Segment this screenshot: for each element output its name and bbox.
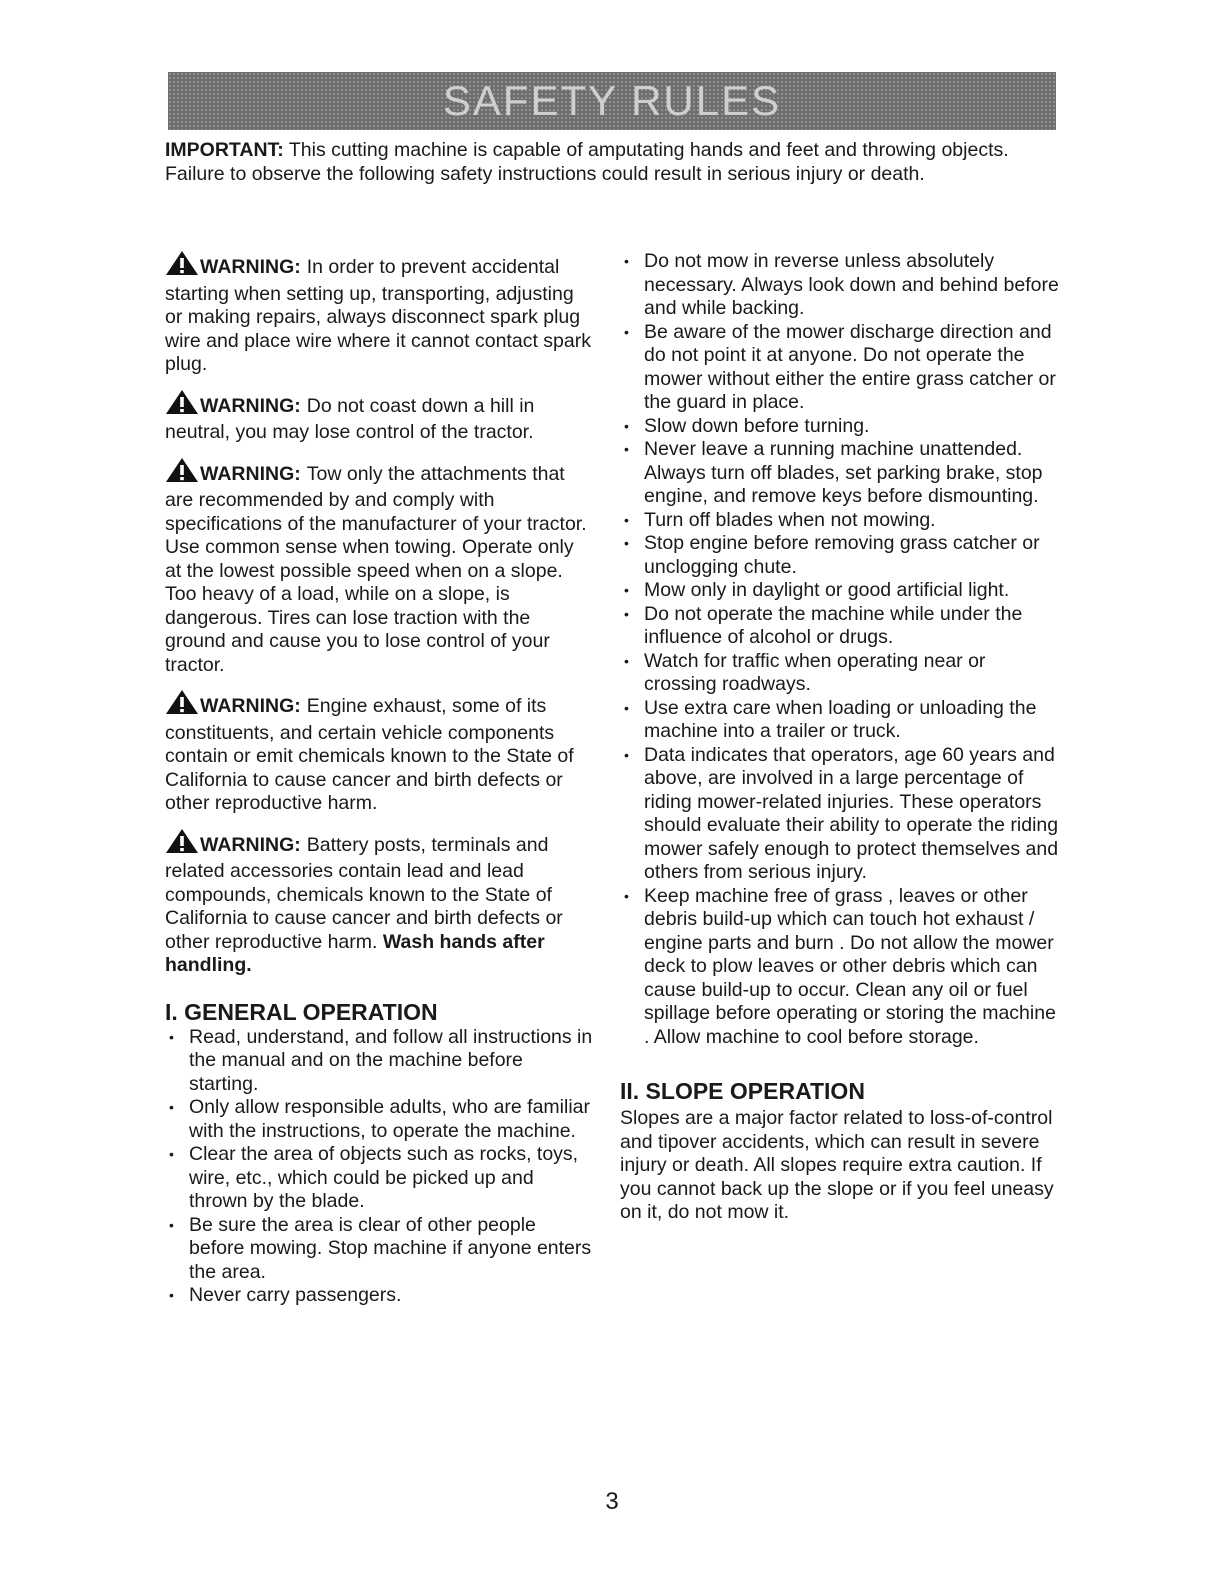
wash-hands-notice: Wash hands after handling. [165, 930, 545, 976]
warning-text: Battery posts, terminals and related accessories contain lead and lead compounds, chemicals known to the State of California to cause cancer and birth defects or other reproductive harm. [165, 833, 563, 953]
warning-triangle-icon [165, 828, 199, 861]
operation-rules-list [620, 250, 1060, 1049]
list-item: • Be sure the area is clear of other people before mowing. Stop machine if anyone enters the area. [165, 1214, 595, 1285]
warning-block [165, 457, 595, 678]
slope-operation-text: Slopes are a major factor related to loss-of-control and tipover accidents, which can result in severe injury or death. All slopes require extra caution. If you cannot back up the slope or if you feel uneasy on it, do not mow it. [620, 1107, 1054, 1223]
warning-block [165, 250, 595, 377]
warning-text: Tow only the attachments that are recommended by and comply with specifications of the manufacturer of your tractor. Use common sense when towing. Operate only at the lowest possible speed when on a slope. Too heavy of a load, while on a slope, is dangerous. Tires can lose traction with the ground and cause you to lose control of your tractor. [165, 462, 587, 676]
list-item: • Mow only in daylight or good artificial light. [620, 579, 1060, 603]
warning-label: WARNING: [200, 394, 301, 417]
warning-triangle-icon [165, 389, 199, 422]
list-item: • Never carry passengers. [165, 1284, 595, 1308]
general-operation-list [165, 1026, 595, 1308]
list-item: • Watch for traffic when operating near or crossing roadways. [620, 650, 1060, 697]
warning-label: WARNING: [200, 695, 301, 717]
page-number: 3 [605, 1488, 619, 1515]
important-notice [165, 139, 1045, 186]
list-item: • Read, understand, and follow all instructions in the manual and on the machine before starting. [165, 1026, 595, 1097]
list-item: • Keep machine free of grass , leaves or other debris build-up which can touch hot exhaust / engine parts and burn . Do not allow the mower deck to plow leaves or other debris which can cause build-up to occur. Clean any oil or fuel spillage before operating or storing the machine . Allow machine to cool before storage. [620, 885, 1060, 1050]
list-item: • Never leave a running machine unattended. Always turn off blades, set parking brake, stop engine, and remove keys before dismounting. [620, 438, 1060, 509]
list-item: • Stop engine before removing grass catcher or unclogging chute. [620, 532, 1060, 579]
warning-triangle-icon [165, 689, 199, 722]
important-label: IMPORTANT: [165, 139, 284, 161]
warning-triangle-icon [165, 457, 199, 490]
list-item: • Use extra care when loading or unloading the machine into a trailer or truck. [620, 697, 1060, 744]
right-column [620, 250, 1060, 1225]
list-item: • Do not mow in reverse unless absolutely necessary. Always look down and behind before and while backing. [620, 250, 1060, 321]
warning-triangle-icon [165, 250, 199, 283]
page-title: SAFETY RULES [442, 77, 782, 124]
list-item: • Turn off blades when not mowing. [620, 509, 1060, 533]
important-text: This cutting machine is capable of amputating hands and feet and throwing objects. Failure to observe the following safety instructions could result in serious injury or death. [165, 139, 1009, 185]
warning-block [165, 689, 595, 816]
warning-text: Engine exhaust, some of its constituents, and certain vehicle components contain or emit chemicals known to the State of California to cause cancer and birth defects or other reproductive harm. [165, 695, 574, 814]
warning-text: In order to prevent accidental starting when setting up, transporting, adjusting or making repairs, always disconnect spark plug wire and place wire where it cannot contact spark plug. [165, 256, 591, 375]
warning-text: Do not coast down a hill in neutral, you may lose control of the tractor. [165, 394, 535, 443]
left-column [165, 250, 595, 1308]
list-item: • Do not operate the machine while under the influence of alcohol or drugs. [620, 603, 1060, 650]
warning-label: WARNING: [200, 256, 301, 278]
section-title-slope-operation: II. SLOPE OPERATION [620, 1078, 865, 1104]
warning-label: WARNING: [200, 462, 301, 485]
warning-block [165, 389, 595, 445]
section-title-general-operation: I. GENERAL OPERATION [165, 998, 438, 1025]
header-banner [168, 72, 1056, 130]
list-item: • Slow down before turning. [620, 415, 1060, 439]
list-item: • Only allow responsible adults, who are familiar with the instructions, to operate the machine. [165, 1096, 595, 1143]
list-item: • Clear the area of objects such as rocks, toys, wire, etc., which could be picked up and thrown by the blade. [165, 1143, 595, 1214]
list-item: • Be aware of the mower discharge direction and do not point it at anyone. Do not operate the mower without either the entire grass catcher or the guard in place. [620, 321, 1060, 415]
list-item: • Data indicates that operators, age 60 years and above, are involved in a large percentage of riding mower-related injuries. These operators should evaluate their ability to operate the riding mower safely enough to protect themselves and others from serious injury. [620, 744, 1060, 885]
warning-label: WARNING: [200, 833, 301, 856]
warning-block [165, 828, 595, 978]
